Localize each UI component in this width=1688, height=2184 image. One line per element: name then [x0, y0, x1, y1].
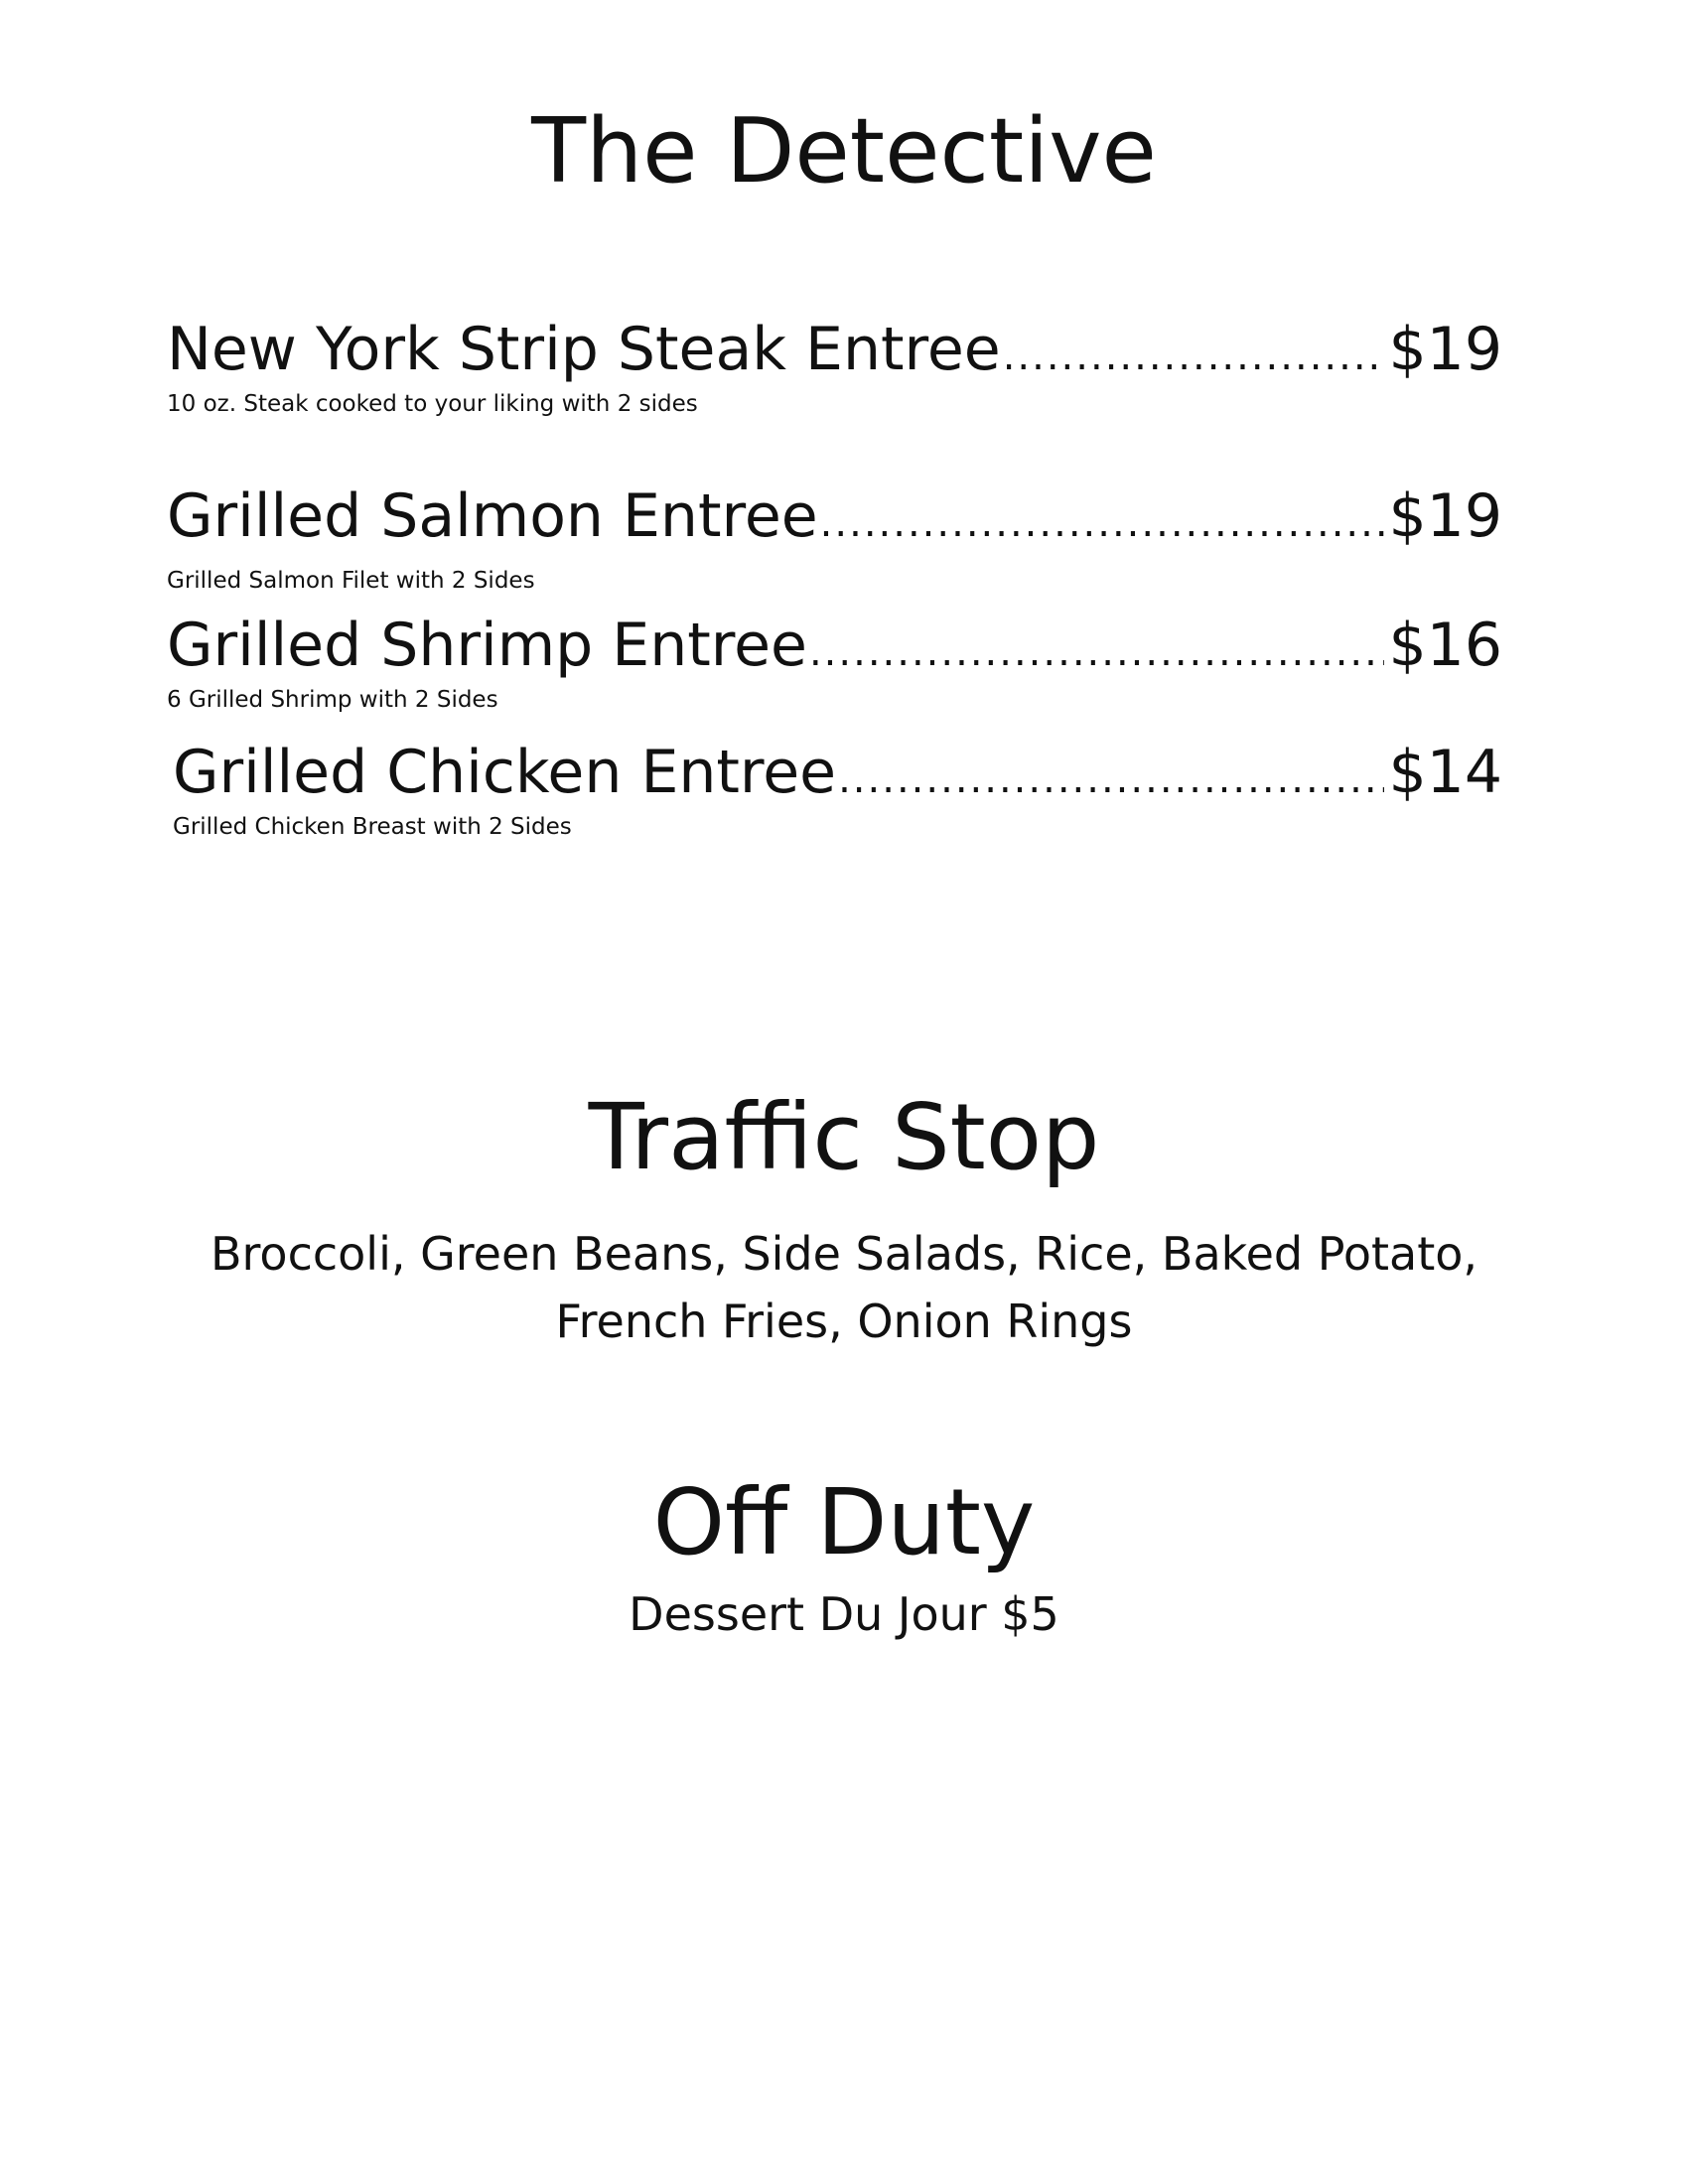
section-title-traffic-stop: Traffic Stop — [588, 1084, 1100, 1190]
sides-list-line: French Fries, Onion Rings — [555, 1295, 1133, 1348]
menu-item — [167, 315, 1502, 417]
menu-item — [173, 738, 1502, 840]
dot-leader — [809, 632, 1385, 672]
menu-item-line — [167, 315, 1502, 384]
dot-leader — [1003, 337, 1385, 376]
menu-item-name: Grilled Chicken Entree — [173, 738, 837, 807]
menu-item-description: Grilled Chicken Breast with 2 Sides — [173, 814, 572, 840]
section-title-the-detective: The Detective — [531, 99, 1157, 204]
sides-list-line: Broccoli, Green Beans, Side Salads, Rice, Baked Potato, — [210, 1227, 1478, 1281]
dessert-line: Dessert Du Jour $5 — [629, 1587, 1059, 1641]
menu-item-price: $19 — [1388, 315, 1502, 384]
menu-item — [167, 481, 1502, 594]
menu-item-price: $19 — [1388, 481, 1502, 551]
menu-item-line — [167, 481, 1502, 551]
dot-leader — [838, 759, 1384, 799]
menu-item — [167, 611, 1502, 713]
menu-item-line — [167, 611, 1502, 680]
menu-item-price: $14 — [1388, 738, 1502, 807]
section-title-off-duty: Off Duty — [652, 1469, 1036, 1575]
menu-item-description: 6 Grilled Shrimp with 2 Sides — [167, 687, 498, 713]
menu-item-name: New York Strip Steak Entree — [167, 315, 1001, 384]
menu-item-description: Grilled Salmon Filet with 2 Sides — [167, 568, 535, 594]
menu-item-line — [173, 738, 1502, 807]
dot-leader — [820, 503, 1385, 543]
menu-item-description: 10 oz. Steak cooked to your liking with 2 sides — [167, 391, 698, 417]
menu-item-name: Grilled Shrimp Entree — [167, 611, 807, 680]
menu-item-price: $16 — [1388, 611, 1502, 680]
menu-item-name: Grilled Salmon Entree — [167, 481, 818, 551]
